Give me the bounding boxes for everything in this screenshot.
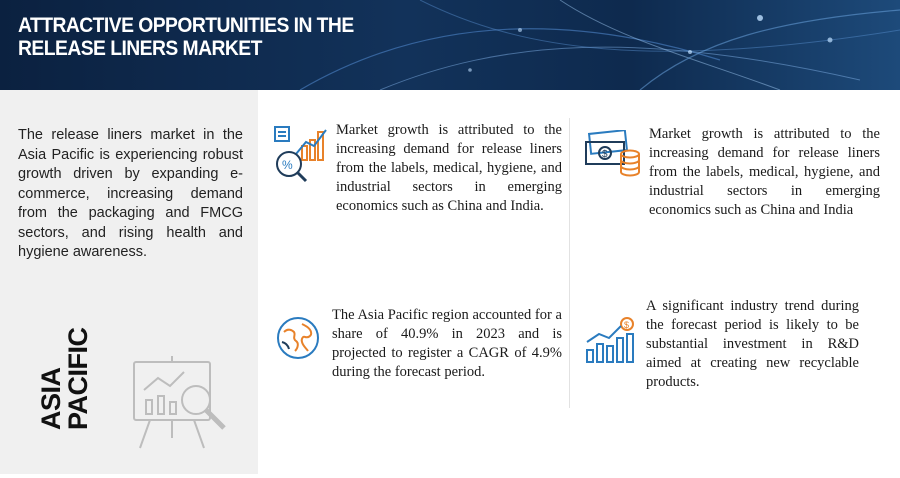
region-label — [38, 290, 92, 430]
growth-chart-icon — [272, 124, 332, 184]
title-line-1: ATTRACTIVE OPPORTUNITIES IN THE — [18, 14, 354, 37]
investment-chart-icon — [583, 316, 637, 364]
svg-text:%: % — [282, 158, 293, 172]
region-label-line-2: PACIFIC — [63, 327, 93, 430]
title-line-2: RELEASE LINERS MARKET — [18, 37, 262, 60]
header-banner — [0, 0, 900, 90]
globe-icon — [274, 314, 322, 362]
svg-text:$: $ — [624, 320, 630, 330]
money-coins-icon — [584, 130, 642, 180]
column-divider — [569, 118, 570, 408]
card-3-text: The Asia Pacific region accounted for a share of 40.9% in 2023 and is projected to register a CAGR of 4.9% during the forecast period. — [332, 307, 562, 380]
card-2-text: Market growth is attributed to the increasing demand for release liners from the labels, medical, hygiene, and industrial sectors in emerging economics such as China and India — [649, 126, 880, 218]
presentation-board-icon — [130, 352, 240, 452]
region-description: The release liners market in the Asia Pacific is experiencing robust growth driven by expanding e-commerce, increasing demand from the packaging and FMCG sectors, and rising health and hygiene awareness. — [18, 127, 243, 260]
card-4-text: A significant industry trend during the forecast period is likely to be substantial investment in R&D aimed at creating new recyclable products. — [646, 298, 859, 390]
page-title — [18, 14, 354, 60]
svg-text:$: $ — [602, 149, 608, 160]
region-label-line-1: ASIA — [36, 367, 66, 430]
card-1-text: Market growth is attributed to the increasing demand for release liners from the labels, medical, hygiene, and industrial sectors in emerging economics such as China and India. — [336, 122, 562, 214]
